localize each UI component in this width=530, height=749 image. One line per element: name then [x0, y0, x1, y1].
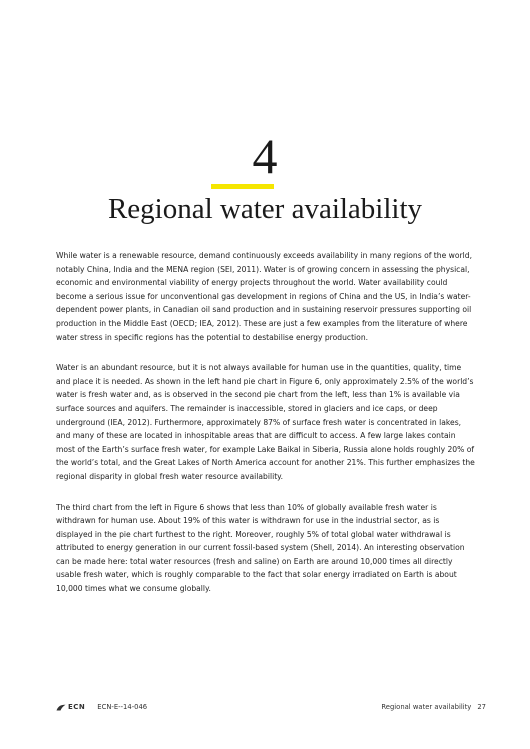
- chapter-title: Regional water availability: [107, 193, 423, 225]
- paragraph: While water is a renewable resource, demand continuously exceeds availability in many regions of the world, notably China, India and the MENA region (SEI, 2011). Water is of growing concern in assessing the physical, economic and environmental viability of energy projects throughout the world. Water availability could become a serious issue for unconventional gas development in regions of China and the US, in India’s water-dependent power plants, in Canadian oil sand production and in sustaining reservoir pressures supporting oil production in the Middle East (OECD; IEA, 2012). These are just a few examples from the literature of where water stress in specific regions has the potential to destabilise energy production.: [56, 251, 472, 342]
- paragraph: Water is an abundant resource, but it is not always available for human use in the quantities, quality, time and place it is needed. As shown in the left hand pie chart in Figure 6, only approximately 2.5% of the world’s water is fresh water and, as is observed in the second pie chart from the left, less than 1% is available via surface sources and aquifers. The remainder is inaccessible, stored in glaciers and ice caps, or deep underground (IEA, 2012). Furthermore, approximately 87% of surface fresh water is concentrated in lakes, and many of these are located in inhospitable areas that are difficult to access. A few large lakes contain most of the Earth’s surface fresh water, for example Lake Baikal in Siberia, Russia alone holds roughly 20% of the world’s total, and the Great Lakes of North America account for another 21%. This further emphasizes the regional disparity in global fresh water resource availability.: [56, 363, 475, 481]
- body-text: [56, 249, 476, 613]
- logo-text: ECN: [68, 703, 86, 711]
- footer-section-title: Regional water availability: [381, 703, 472, 711]
- chapter-accent-rule: [211, 184, 274, 189]
- ecn-logo: [56, 703, 85, 711]
- chapter-number: 4: [252, 128, 278, 184]
- paragraph: The third chart from the left in Figure 6 shows that less than 10% of globally available fresh water is withdrawn for human use. About 19% of this water is withdrawn for use in the industrial sector, as is displayed in the pie chart furthest to the right. Moreover, roughly 5% of total global water withdrawal is attributed to energy generation in our current fossil-based system (Shell, 2014). An interesting observation can be made here: total water resources (fresh and saline) on Earth are around 10,000 times all directly usable fresh water, which is roughly comparable to the fact that solar energy irradiated on Earth is about 10,000 times what we consume globally.: [56, 502, 465, 594]
- footer-right: [381, 701, 486, 713]
- report-id: ECN-E--14-046: [97, 703, 148, 711]
- footer-left: [56, 701, 147, 713]
- page-number: 27: [477, 703, 486, 711]
- ecn-logo-icon: [56, 704, 66, 711]
